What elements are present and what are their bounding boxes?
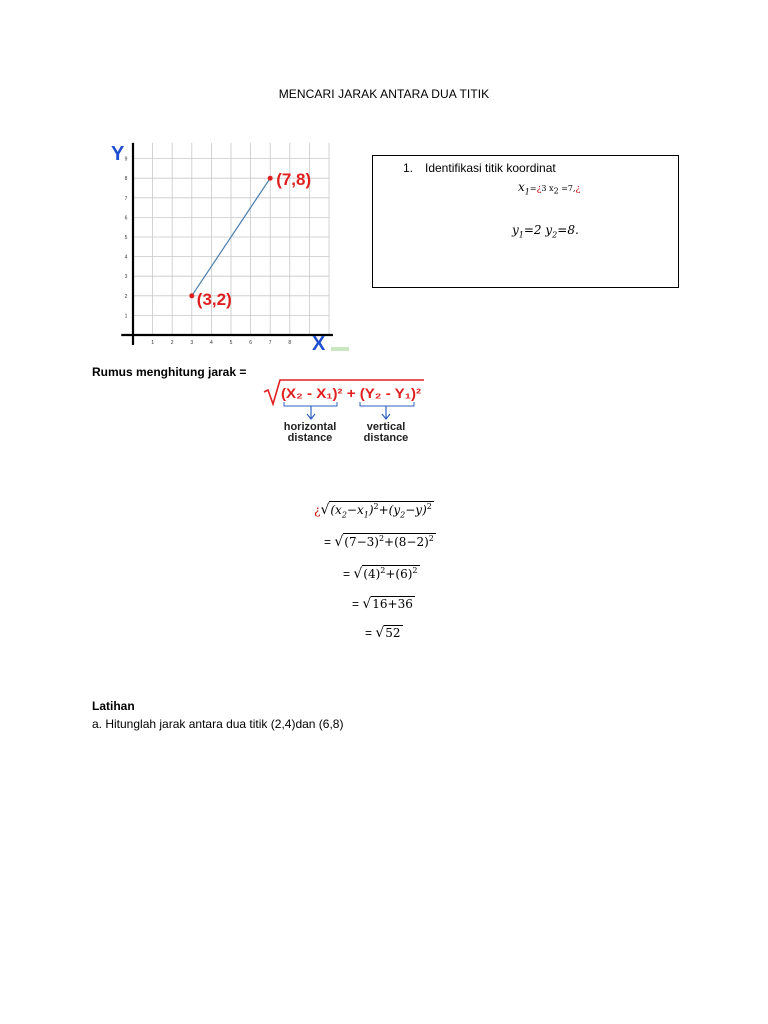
point-a-label: (3,2): [196, 289, 232, 309]
step-item: [403, 161, 556, 175]
x-tick-label: 5: [229, 340, 233, 346]
y-axis-label: Y: [111, 143, 125, 165]
y-tick-label: 5: [124, 235, 128, 241]
bracket-left: [284, 402, 337, 406]
vertical-caption: vertical distance: [363, 421, 409, 444]
x-tick-label: 2: [170, 340, 174, 346]
coordinate-graph: [105, 140, 355, 355]
step-number: 1.: [403, 161, 414, 175]
identification-box: [372, 155, 679, 288]
x-axis-label: X: [312, 333, 326, 355]
point-b-marker: [268, 176, 273, 181]
horizontal-caption: horizontal distance: [283, 421, 337, 444]
formula-text: (X₂ - X₁)² + (Y₂ - Y₁)²: [281, 385, 422, 401]
x-tick-label: 3: [190, 340, 194, 346]
y-tick-label: 9: [124, 156, 128, 163]
formula-label: Rumus menghitung jarak =: [92, 365, 247, 379]
step-text: Identifikasi titik koordinat: [425, 161, 556, 175]
latihan-heading: Latihan: [92, 699, 135, 713]
bracket-right: [360, 402, 414, 406]
distance-formula-image: [262, 376, 427, 446]
point-a-marker: [189, 293, 194, 298]
arrow-down-icon: [382, 406, 390, 419]
point-b-label: (7,8): [276, 170, 312, 190]
y-tick-label: 7: [124, 195, 128, 202]
y-coordinates-equation: $y_1=2$ $y_2=8$.: [512, 223, 579, 240]
page-title: MENCARI JARAK ANTARA DUA TITIK: [278, 87, 490, 101]
x-tick-label: 1: [151, 340, 154, 346]
x-tick-label: 6: [249, 340, 252, 346]
y-tick-label: 1: [124, 313, 128, 320]
y-tick-label: 6: [124, 215, 128, 222]
calc-line-3: = $√(4)^2+(6)^2$: [343, 566, 418, 582]
x-coordinates-equation: $x_1=¿3$ $x_2$ =7,¿: [518, 180, 581, 197]
calc-line-4: = √16+36: [352, 596, 413, 612]
x-tick-label: 8: [288, 340, 292, 346]
x-axis-highlight: [331, 347, 349, 351]
calc-line-2: = $√(7-3)^2+(8-2)^2$: [324, 534, 434, 550]
y-tick-label: 3: [124, 274, 128, 281]
calc-line-1: ¿$√(x_2-x_1)^2+(y_2-y)^2$: [314, 502, 432, 520]
y-tick-label: 2: [124, 293, 128, 300]
x-tick-label: 7: [268, 340, 272, 346]
arrow-down-icon: [307, 406, 315, 419]
calc-line-5: = √52: [365, 625, 401, 641]
latihan-question: a. Hitunglah jarak antara dua titik (2,4)dan (6,8): [92, 717, 344, 731]
y-tick-label: 8: [124, 176, 128, 183]
y-tick-label: 4: [124, 254, 128, 261]
x-tick-label: 4: [210, 340, 213, 346]
